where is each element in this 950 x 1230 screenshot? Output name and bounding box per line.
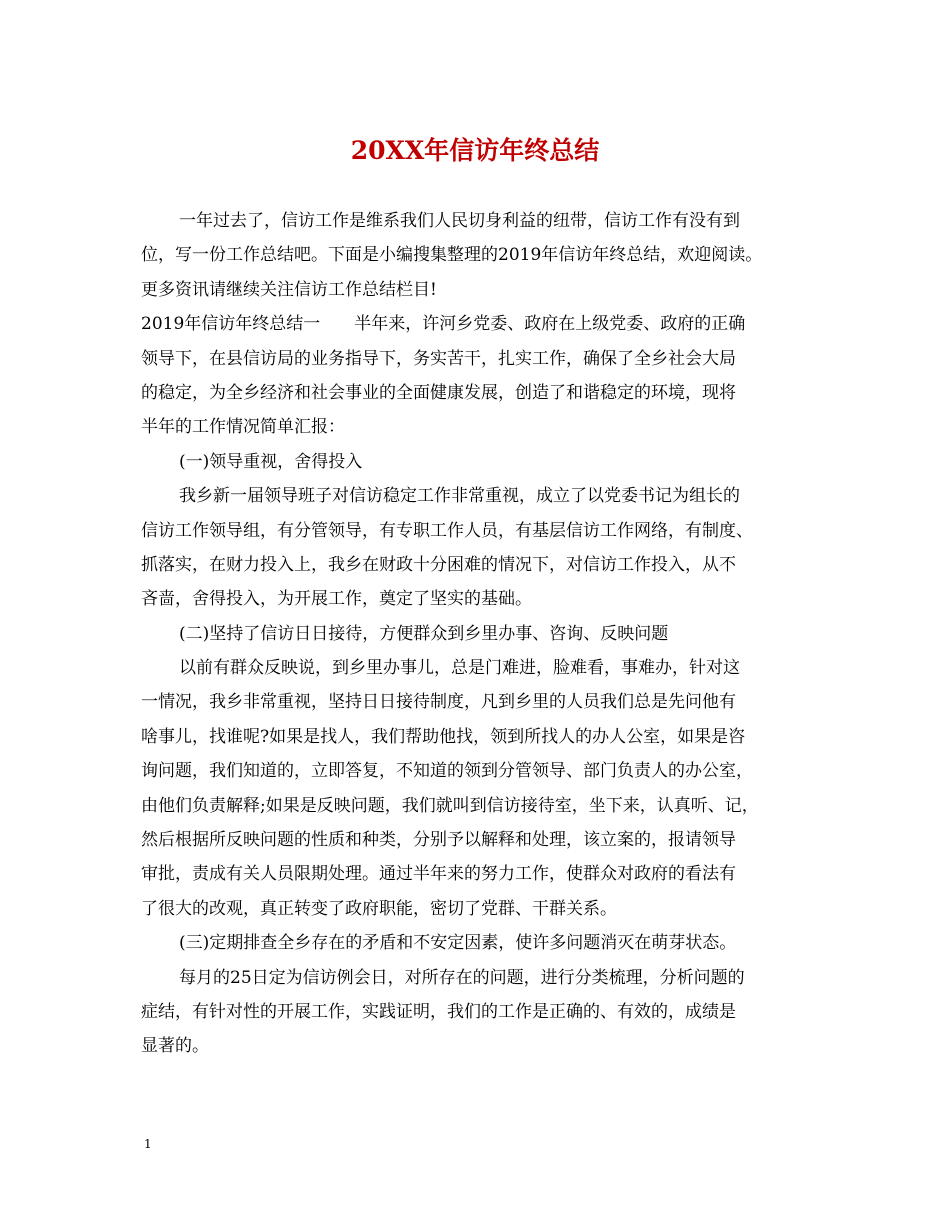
text-line: 一年过去了，信访工作是维系我们人民切身利益的纽带，信访工作有没有到 (179, 211, 740, 231)
text-line: 信访工作领导组，有分管领导，有专职工作人员，有基层信访工作网络，有制度、 (141, 520, 753, 541)
text-line: 询问题，我们知道的，立即答复，不知道的领到分管领导、部门负责人的办公室， (141, 761, 753, 782)
document-body (141, 204, 821, 1064)
text-line: 我乡新一届领导班子对信访稳定工作非常重视，成立了以党委书记为组长的 (179, 486, 740, 507)
text-line: 每月的25日定为信访例会日，对所存在的问题，进行分类梳理，分析问题的 (179, 967, 745, 988)
text-line: 一情况，我乡非常重视，坚持日日接待制度，凡到乡里的人员我们总是先问他有 (141, 692, 736, 713)
text-line: 然后根据所反映问题的性质和种类，分别予以解释和处理，该立案的，报请领导 (141, 830, 736, 851)
text-line: 抓落实，在财力投入上，我乡在财政十分困难的情况下，对信访工作投入，从不 (141, 554, 736, 575)
text-line: 的稳定，为全乡经济和社会事业的全面健康发展，创造了和谐稳定的环境，现将 (141, 382, 736, 403)
section-heading: (一)领导重视，舍得投入 (179, 451, 363, 472)
text-line: 领导下，在县信访局的业务指导下，务实苦干，扎实工作，确保了全乡社会大局 (141, 348, 736, 369)
document-title: 20XX年信访年终总结 (350, 136, 600, 165)
text-line: 位，写一份工作总结吧。下面是小编搜集整理的2019年信访年终总结，欢迎阅读。 (141, 245, 763, 266)
page-number: 1 (144, 1137, 152, 1151)
text-line: 以前有群众反映说，到乡里办事儿，总是门难进，脸难看，事难办，针对这 (179, 658, 740, 679)
text-line: 吝啬，舍得投入，为开展工作，奠定了坚实的基础。 (141, 589, 532, 610)
section-heading: (三)定期排查全乡存在的矛盾和不安定因素，使许多问题消灭在萌芽状态。 (179, 933, 737, 954)
text-line: 症结，有针对性的开展工作，实践证明，我们的工作是正确的、有效的，成绩是 (141, 1001, 736, 1022)
text-line: 显著的。 (141, 1036, 209, 1057)
text-line: 审批，责成有关人员限期处理。通过半年来的努力工作，使群众对政府的看法有 (141, 864, 736, 885)
text-line: 了很大的改观，真正转变了政府职能，密切了党群、干群关系。 (141, 898, 617, 919)
section-heading: (二)坚持了信访日日接待，方便群众到乡里办事、咨询、反映问题 (179, 623, 669, 644)
text-line: 更多资讯请继续关注信访工作总结栏目! (141, 279, 437, 300)
text-line: 2019年信访年终总结一 半年来，许河乡党委、政府在上级党委、政府的正确 (141, 314, 746, 335)
text-line: 半年的工作情况简单汇报： (141, 417, 345, 438)
text-line: 由他们负责解释;如果是反映问题，我们就叫到信访接待室，坐下来，认真听、记， (141, 795, 759, 816)
text-line: 啥事儿，找谁呢?如果是找人，我们帮助他找，领到所找人的办人公室，如果是咨 (141, 726, 746, 747)
